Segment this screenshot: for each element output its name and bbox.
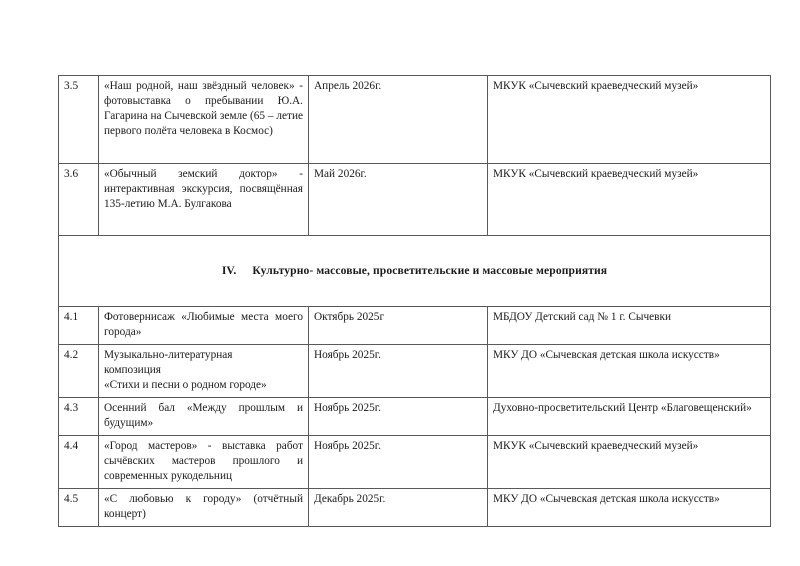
row-date-cell: Ноябрь 2025г. xyxy=(309,436,488,489)
row-event-cell: «С любовью к городу» (отчётный концерт) xyxy=(99,489,309,527)
section-header-cell xyxy=(59,236,771,307)
row-number-cell: 4.3 xyxy=(59,398,99,436)
table-row xyxy=(59,345,771,398)
event-line: композиция xyxy=(104,364,161,377)
table-row xyxy=(59,76,771,164)
section-title-text: Культурно- массовые, просветительские и массовые мероприятия xyxy=(252,263,608,277)
table-row xyxy=(59,307,771,345)
section-numeral: IV. xyxy=(221,263,237,277)
row-number-cell: 4.2 xyxy=(59,345,99,398)
events-plan-table xyxy=(58,75,771,527)
row-number-cell: 3.6 xyxy=(59,164,99,236)
row-event-cell: «Город мастеров» - выставка работ сычёвских мастеров прошлого и современных рукодельниц xyxy=(99,436,309,489)
row-date-cell: Декабрь 2025г. xyxy=(309,489,488,527)
row-event-cell xyxy=(99,345,309,398)
table-row xyxy=(59,164,771,236)
row-date-cell: Ноябрь 2025г. xyxy=(309,398,488,436)
row-event-cell: «Обычный земский доктор» - интерактивная экскурсия, посвящённая 135-летию М.А. Булгакова xyxy=(99,164,309,236)
row-organization-cell: МКУК «Сычевский краеведческий музей» xyxy=(488,436,771,489)
row-number-cell: 4.4 xyxy=(59,436,99,489)
row-number-cell: 4.1 xyxy=(59,307,99,345)
row-event-cell: Фотовернисаж «Любимые места моего города» xyxy=(99,307,309,345)
row-date-cell: Октябрь 2025г xyxy=(309,307,488,345)
row-date-cell: Апрель 2026г. xyxy=(309,76,488,164)
event-line: Музыкально-литературная xyxy=(104,349,233,362)
row-number-cell: 4.5 xyxy=(59,489,99,527)
table-row xyxy=(59,398,771,436)
row-organization-cell: МКУ ДО «Сычевская детская школа искусств» xyxy=(488,489,771,527)
row-organization-cell: МКУК «Сычевский краеведческий музей» xyxy=(488,164,771,236)
row-date-cell: Ноябрь 2025г. xyxy=(309,345,488,398)
row-date-cell: Май 2026г. xyxy=(309,164,488,236)
row-organization-cell: Духовно-просветительский Центр «Благовещенский» xyxy=(488,398,771,436)
table-row xyxy=(59,436,771,489)
row-organization-cell: МКУК «Сычевский краеведческий музей» xyxy=(488,76,771,164)
row-organization-cell: МКУ ДО «Сычевская детская школа искусств» xyxy=(488,345,771,398)
row-event-cell: Осенний бал «Между прошлым и будущим» xyxy=(99,398,309,436)
row-organization-cell: МБДОУ Детский сад № 1 г. Сычевки xyxy=(488,307,771,345)
row-number-cell: 3.5 xyxy=(59,76,99,164)
section-header-row xyxy=(59,236,771,307)
row-event-cell: «Наш родной, наш звёздный человек» - фотовыставка о пребывании Ю.А. Гагарина на Сычевской земле (65 – летие первого полёта человека в Космос) xyxy=(99,76,309,164)
section-header-text xyxy=(222,263,607,278)
table-row xyxy=(59,489,771,527)
event-line: «Стихи и песни о родном городе» xyxy=(104,379,267,392)
